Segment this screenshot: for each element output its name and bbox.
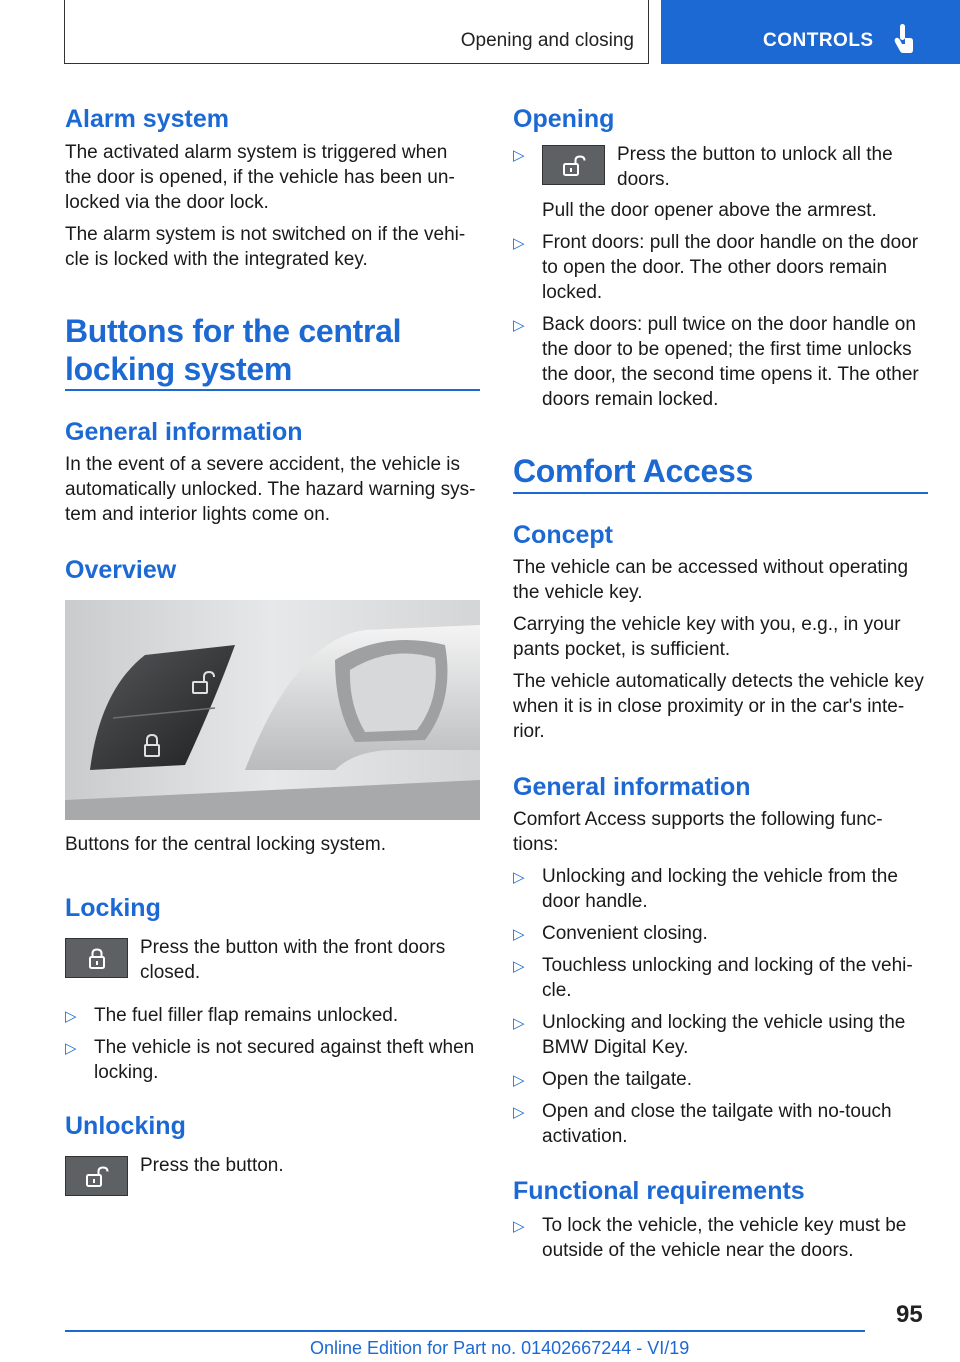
lock-button-icon bbox=[65, 938, 128, 978]
footer-edition: Online Edition for Part no. 01402667244 - VI/19 bbox=[310, 1338, 690, 1358]
locking-section bbox=[65, 893, 481, 923]
alarm-paragraph-line: the door is opened, if the vehicle has been un- bbox=[65, 167, 455, 188]
header-chapter-tab[interactable] bbox=[661, 0, 960, 64]
opening-instruction bbox=[617, 142, 932, 192]
concept-line: rior. bbox=[513, 721, 545, 742]
alarm-section bbox=[65, 104, 481, 272]
comfort-access-section bbox=[513, 452, 929, 490]
triangle-bullet-icon: ▷ bbox=[513, 869, 525, 886]
overview-heading: Overview bbox=[65, 556, 177, 584]
list-item: ▷ Unlocking and locking the vehicle from the door handle. bbox=[513, 866, 898, 912]
triangle-bullet-icon: ▷ bbox=[513, 147, 525, 164]
alarm-paragraph-line: The alarm system is not switched on if the vehi- bbox=[65, 224, 466, 245]
overview-caption: Buttons for the central locking system. bbox=[65, 834, 387, 855]
general-info-section bbox=[65, 417, 481, 527]
list-item: ▷ Convenient closing. bbox=[513, 921, 929, 946]
unlocking-instruction bbox=[140, 1153, 480, 1178]
general-info-line: automatically unlocked. The hazard warning sys- bbox=[65, 479, 476, 500]
comfort-general-section bbox=[513, 772, 929, 1149]
alarm-paragraph-line: The activated alarm system is triggered when bbox=[65, 142, 448, 163]
list-item: ▷ To lock the vehicle, the vehicle key must be outside of the vehicle near the doors. bbox=[513, 1215, 907, 1261]
unlock-button-icon bbox=[542, 145, 605, 185]
general-info-line: tem and interior lights come on. bbox=[65, 504, 331, 525]
unlocking-heading: Unlocking bbox=[65, 1112, 186, 1140]
alarm-paragraph-line: locked via the door lock. bbox=[65, 192, 269, 213]
locking-heading: Locking bbox=[65, 894, 161, 922]
opening-instruction-line: Press the button to unlock all the bbox=[617, 144, 893, 165]
unlocking-instruction-line: Press the button. bbox=[140, 1155, 284, 1176]
opening-section bbox=[513, 104, 929, 134]
alarm-paragraph-line: cle is locked with the integrated key. bbox=[65, 249, 368, 270]
footer-rule bbox=[65, 1330, 865, 1332]
concept-line: the vehicle key. bbox=[513, 582, 643, 603]
unlocking-section bbox=[65, 1111, 481, 1141]
buttons-heading-line: locking system bbox=[65, 351, 293, 387]
triangle-bullet-icon: ▷ bbox=[513, 958, 525, 975]
unlock-icon bbox=[84, 1165, 110, 1189]
triangle-bullet-icon: ▷ bbox=[513, 317, 525, 334]
list-item: ▷ Open and close the tailgate with no-touch activation. bbox=[513, 1101, 892, 1147]
locking-bullets bbox=[65, 1003, 481, 1085]
central-locking-buttons-photo bbox=[65, 600, 480, 820]
unlock-icon bbox=[561, 154, 587, 178]
list-item: ▷ Open the tailgate. bbox=[513, 1067, 929, 1092]
triangle-bullet-icon: ▷ bbox=[513, 235, 525, 252]
concept-section bbox=[513, 520, 929, 744]
overview-caption-block bbox=[65, 832, 481, 857]
triangle-bullet-icon: ▷ bbox=[513, 1072, 525, 1089]
buttons-heading-line: Buttons for the central bbox=[65, 313, 402, 349]
general-info-heading: General information bbox=[65, 418, 303, 446]
concept-line: Carrying the vehicle key with you, e.g., in your bbox=[513, 614, 901, 635]
general-info-line: In the event of a severe accident, the vehicle is bbox=[65, 454, 461, 475]
list-item: ▷ Front doors: pull the door handle on the door to open the door. The other doors remain locked. bbox=[513, 232, 919, 303]
opening-note: Pull the door opener above the armrest. bbox=[542, 200, 877, 221]
triangle-bullet-icon: ▷ bbox=[513, 1015, 525, 1032]
list-item: ▷ Unlocking and locking the vehicle using the BMW Digital Key. bbox=[513, 1012, 906, 1058]
list-item: ▷ The vehicle is not secured against theft when locking. bbox=[65, 1037, 475, 1083]
buttons-section bbox=[65, 312, 481, 388]
concept-heading: Concept bbox=[513, 521, 613, 549]
functional-requirements-section bbox=[513, 1176, 929, 1263]
section-rule bbox=[513, 492, 928, 494]
opening-instruction-line: doors. bbox=[617, 169, 670, 190]
concept-line: pants pocket, is sufficient. bbox=[513, 639, 731, 660]
triangle-bullet-icon: ▷ bbox=[65, 1040, 77, 1057]
locking-instruction-line: closed. bbox=[140, 962, 201, 983]
opening-heading: Opening bbox=[513, 105, 615, 133]
triangle-bullet-icon: ▷ bbox=[513, 1218, 525, 1235]
pointing-hand-icon bbox=[893, 24, 915, 59]
section-rule bbox=[65, 389, 480, 391]
triangle-bullet-icon: ▷ bbox=[65, 1008, 77, 1025]
opening-bullets bbox=[513, 230, 929, 412]
header-chapter-label: CONTROLS bbox=[763, 30, 874, 51]
comfort-access-heading: Comfort Access bbox=[513, 453, 754, 489]
header-section-box bbox=[64, 0, 649, 64]
unlock-button-icon bbox=[65, 1156, 128, 1196]
functional-requirements-heading: Functional requirements bbox=[513, 1177, 805, 1205]
list-item: ▷ The fuel filler flap remains unlocked. bbox=[65, 1003, 481, 1028]
locking-instruction-line: Press the button with the front doors bbox=[140, 937, 446, 958]
header-section-title: Opening and closing bbox=[460, 30, 634, 51]
page-number: 95 bbox=[896, 1301, 923, 1328]
locking-instruction bbox=[140, 935, 480, 985]
list-item: ▷ Touchless unlocking and locking of the vehi- cle. bbox=[513, 955, 913, 1001]
comfort-general-line: tions: bbox=[513, 834, 559, 855]
triangle-bullet-icon: ▷ bbox=[513, 926, 525, 943]
concept-line: The vehicle automatically detects the vehicle key bbox=[513, 671, 924, 692]
list-item: ▷ Back doors: pull twice on the door handle on the door to be opened; the first time unlocks the door, the second time opens it. The other doors remain locked. bbox=[513, 314, 919, 410]
comfort-general-line: Comfort Access supports the following func- bbox=[513, 809, 883, 830]
comfort-general-heading: General information bbox=[513, 773, 751, 801]
triangle-bullet-icon: ▷ bbox=[513, 1104, 525, 1121]
lock-icon bbox=[84, 947, 110, 971]
overview-section bbox=[65, 555, 481, 585]
alarm-heading: Alarm system bbox=[65, 105, 229, 133]
concept-line: The vehicle can be accessed without operating bbox=[513, 557, 909, 578]
concept-line: when it is in close proximity or in the car's inte- bbox=[513, 696, 905, 717]
